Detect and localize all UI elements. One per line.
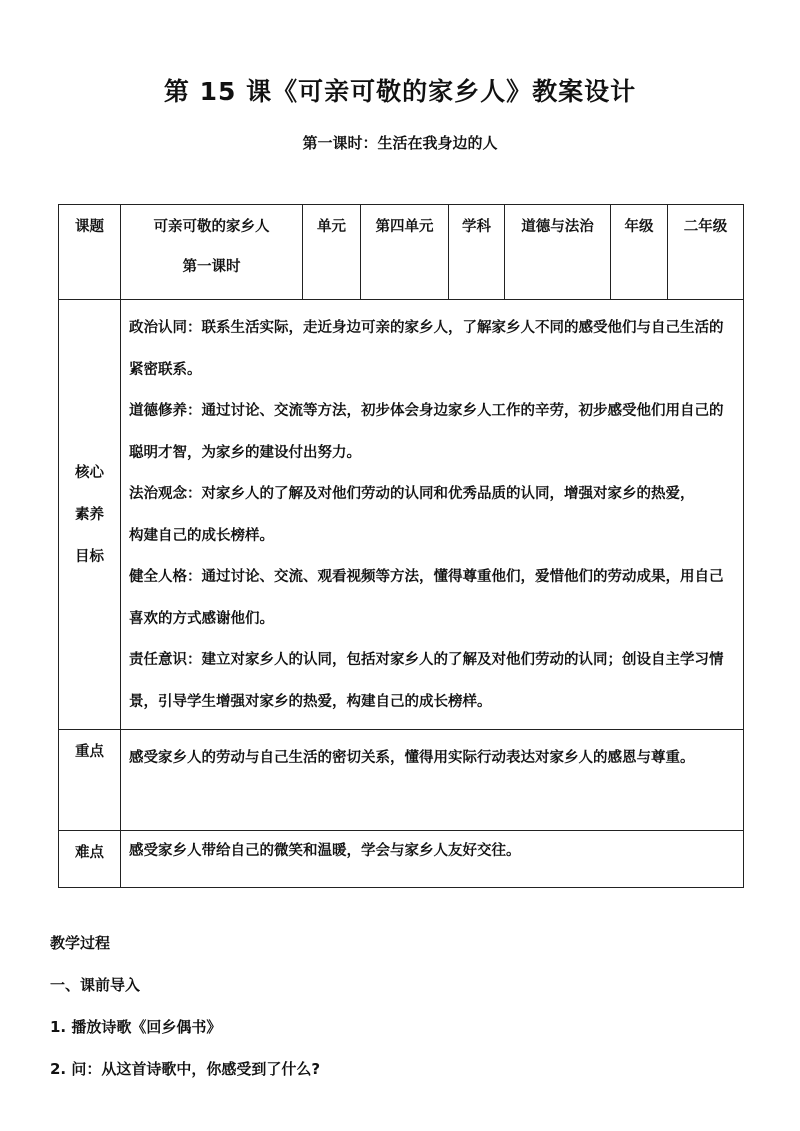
process-heading: 教学过程 [50,934,111,952]
literacy-item-law-cont: 构建自己的成长榜样。 [129,527,274,544]
literacy-content [121,300,744,730]
topic-label: 课题 [59,205,121,300]
difficulty-label: 难点 [59,831,121,888]
literacy-label [59,300,121,730]
key-point-label: 重点 [59,730,121,831]
literacy-item-political: 政治认同：联系生活实际，走近身边可亲的家乡人，了解家乡人不同的感受他们与自己生活的紧密联系。 [129,320,724,378]
unit-label: 单元 [303,205,361,300]
subject-value: 道德与法治 [505,205,611,300]
process-step-2: 2. 问：从这首诗歌中，你感受到了什么? [50,1060,321,1078]
document-title: 第 15 课《可亲可敬的家乡人》教案设计 [163,77,637,106]
unit-value: 第四单元 [361,205,449,300]
literacy-item-personality: 健全人格：通过讨论、交流、观看视频等方法，懂得尊重他们，爱惜他们的劳动成果，用自己喜欢的方式感谢他们。 [129,569,724,627]
literacy-label-line3: 目标 [75,548,104,565]
topic-value-line2: 第一课时 [182,259,241,275]
header-row [59,205,744,300]
literacy-item-law: 法治观念：对家乡人的了解及对他们劳动的认同和优秀品质的认同，增强对家乡的热爱， [129,486,695,502]
subject-label: 学科 [449,205,505,300]
grade-value: 二年级 [668,205,744,300]
literacy-row [59,300,744,730]
topic-value-line1: 可亲可敬的家乡人 [153,219,270,235]
literacy-label-line2: 素养 [75,506,104,523]
literacy-item-responsibility: 责任意识：建立对家乡人的认同，包括对家乡人的了解及对他们劳动的认同；创设自主学习情景，引导学生增强对家乡的热爱，构建自己的成长榜样。 [129,652,724,710]
key-point-row [59,730,744,831]
literacy-label-line1: 核心 [75,464,104,481]
key-point-text: 感受家乡人的劳动与自己生活的密切关系，懂得用实际行动表达对家乡人的感恩与尊重。 [121,730,744,831]
topic-value [121,205,303,300]
process-step-1: 1. 播放诗歌《回乡偶书》 [50,1018,222,1036]
process-section-intro: 一、课前导入 [50,976,141,994]
difficulty-text: 感受家乡人带给自己的微笑和温暖，学会与家乡人友好交往。 [121,831,744,888]
literacy-item-moral: 道德修养：通过讨论、交流等方法，初步体会身边家乡人工作的辛劳，初步感受他们用自己的聪明才智，为家乡的建设付出努力。 [129,403,724,461]
difficulty-row [59,831,744,888]
document-subtitle: 第一课时：生活在我身边的人 [302,134,498,152]
grade-label: 年级 [611,205,668,300]
lesson-plan-table [58,204,744,888]
